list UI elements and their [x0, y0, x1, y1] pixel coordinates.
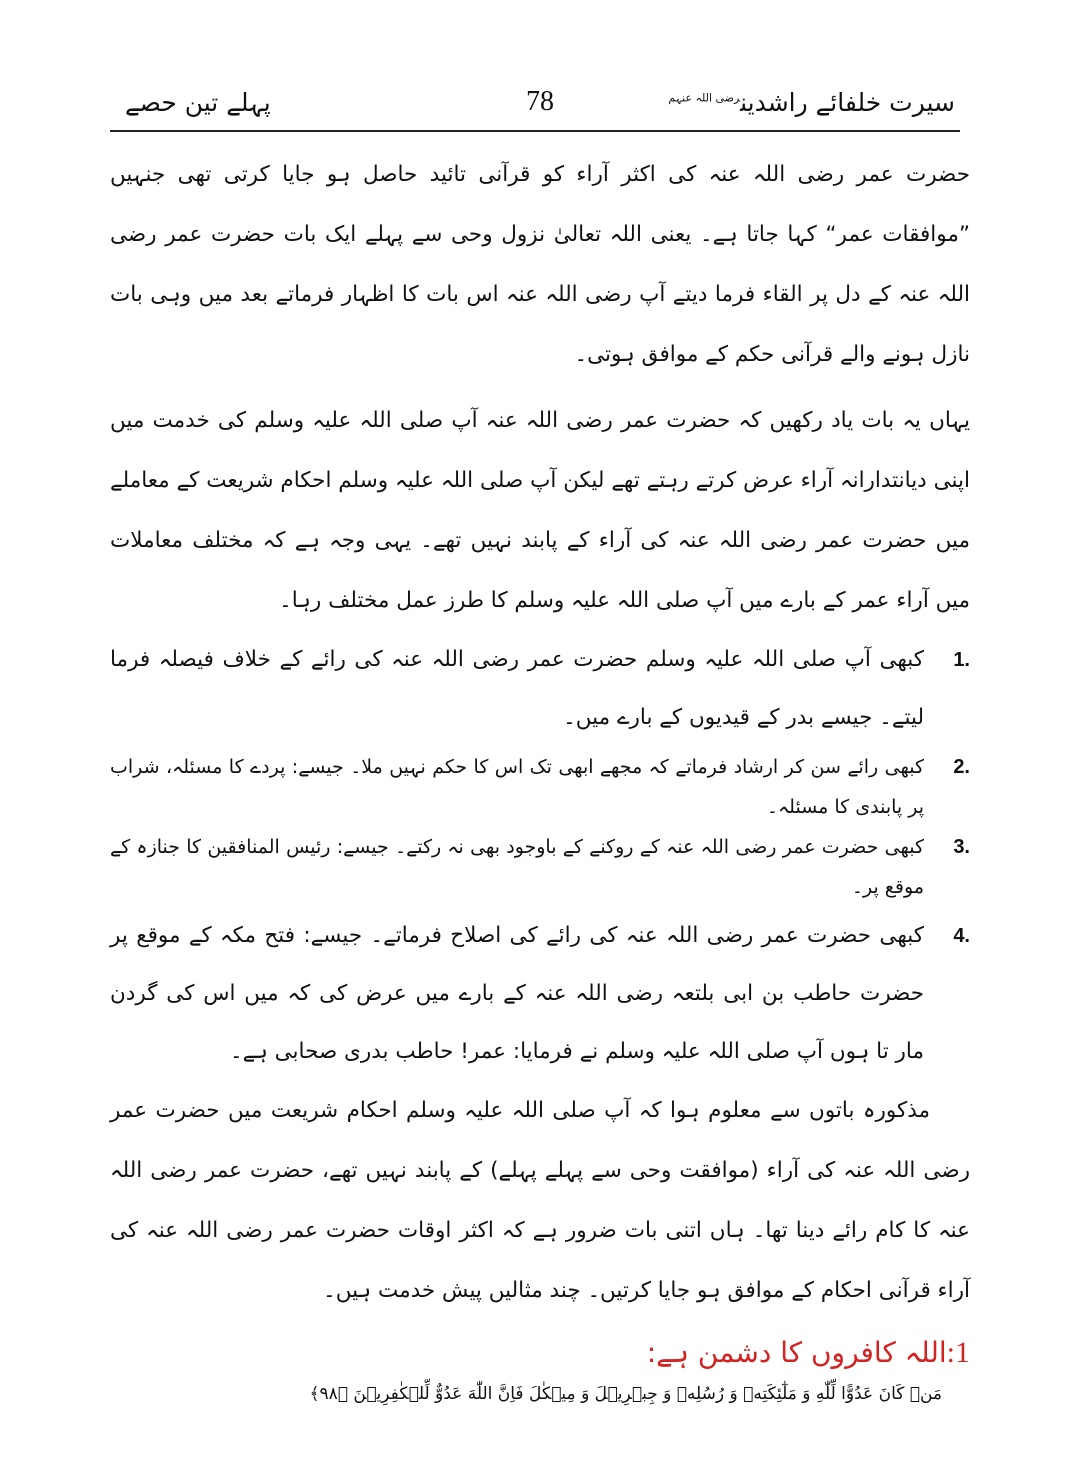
list-item-text: کبھی حضرت عمر رضی اللہ عنہ کے روکنے کے باوجود بھی نہ رکتے۔ جیسے: رئیس المنافقین کا جنازہ کے موقع پر۔: [110, 836, 924, 898]
paragraph-conclusion: مذکورہ باتوں سے معلوم ہوا کہ آپ صلی اللہ علیہ وسلم احکام شریعت میں حضرت عمر رضی اللہ عنہ کی آراء (موافقت وحی سے پہلے پہلے) کے پابند نہیں تھے، حضرت عمر رضی اللہ عنہ کا کام رائے دینا تھا۔ ہاں اتنی بات ضرور ہے کہ اکثر اوقات حضرت عمر رضی اللہ عنہ کی آراء قرآنی احکام کے موافق ہو جایا کرتیں۔ چند مثالیں پیش خدمت ہیں۔: [110, 1098, 970, 1303]
section-heading-number: 1:: [946, 1336, 970, 1369]
header-divider: [110, 130, 960, 132]
list-item-number: 2.: [953, 756, 970, 778]
list-item-text: کبھی رائے سن کر ارشاد فرماتے کہ مجھے ابھی تک اس کا حکم نہیں ملا۔ جیسے: پردے کا مسئلہ، شراب پر پابندی کا مسئلہ۔: [110, 756, 924, 818]
section-title: پہلے تین حصے: [125, 88, 271, 117]
paragraph-context: یہاں یہ بات یاد رکھیں کہ حضرت عمر رضی اللہ عنہ آپ صلی اللہ علیہ وسلم کی خدمت میں اپنی دیانتدارانہ آراء عرض کرتے رہتے تھے لیکن آپ صلی اللہ علیہ وسلم احکام شریعت کے معاملے میں حضرت عمر رضی اللہ عنہ کی آراء کے پابند نہیں تھے۔ یہی وجہ ہے کہ مختلف معاملات میں آراء عمر کے بارے میں آپ صلی اللہ علیہ وسلم کا طرز عمل مختلف رہا۔: [110, 408, 970, 613]
examples-list: [110, 631, 970, 1081]
book-title-text: سیرت خلفائے راشدین: [740, 88, 955, 117]
honorific-mark: رضی اللہ عنہم: [668, 91, 741, 105]
page-body: [110, 145, 970, 1409]
list-item-text: کبھی آپ صلی اللہ علیہ وسلم حضرت عمر رضی اللہ عنہ کی رائے کے خلاف فیصلہ فرما لیتے۔ جیسے بدر کے قیدیوں کے بارے میں۔: [110, 647, 924, 730]
list-item-number: 3.: [953, 836, 970, 858]
list-item: [110, 747, 970, 827]
page-header: [125, 82, 955, 132]
quran-verse: مَنۡ كَانَ عَدُوًّا لِّلّٰهِ وَ مَلٰٓئِكَتِهٖ وَ رُسُلِهٖ وَ جِبۡرِيۡلَ وَ مِيۡكٰلَ فَاِنَّ اللّٰهَ عَدُوٌّ لِّلۡكٰفِرِيۡنَ ﴿۹۸﴾: [309, 1384, 942, 1404]
list-item: [110, 827, 970, 907]
list-item-text: کبھی حضرت عمر رضی اللہ عنہ کی رائے کی اصلاح فرماتے۔ جیسے: فتح مکہ کے موقع پر حضرت حاطب بن ابی بلتعہ رضی اللہ عنہ کے بارے میں عرض کی کہ میں اس کی گردن مار تا ہوں آپ صلی اللہ علیہ وسلم نے فرمایا: عمر! حاطب بدری صحابی ہے۔: [110, 923, 924, 1064]
list-item: [110, 631, 970, 747]
section-heading: [110, 1327, 970, 1379]
page-number: 78: [526, 86, 554, 117]
paragraph-intro: حضرت عمر رضی اللہ عنہ کی اکثر آراء کو قرآنی تائید حاصل ہو جایا کرتی تھی جنہیں ”موافقات عمر“ کہا جاتا ہے۔ یعنی اللہ تعالیٰ نزول وحی سے پہلے ایک بات حضرت عمر رضی اللہ عنہ کے دل پر القاء فرما دیتے آپ رضی اللہ عنہ اس بات کا اظہار فرماتے بعد میں وہی بات نازل ہونے والے قرآنی حکم کے موافق ہوتی۔: [110, 162, 970, 367]
list-item-number: 4.: [953, 925, 970, 947]
list-item-number: 1.: [953, 649, 970, 671]
list-item: [110, 907, 970, 1081]
section-heading-text: اللہ کافروں کا دشمن ہے:: [646, 1336, 947, 1369]
